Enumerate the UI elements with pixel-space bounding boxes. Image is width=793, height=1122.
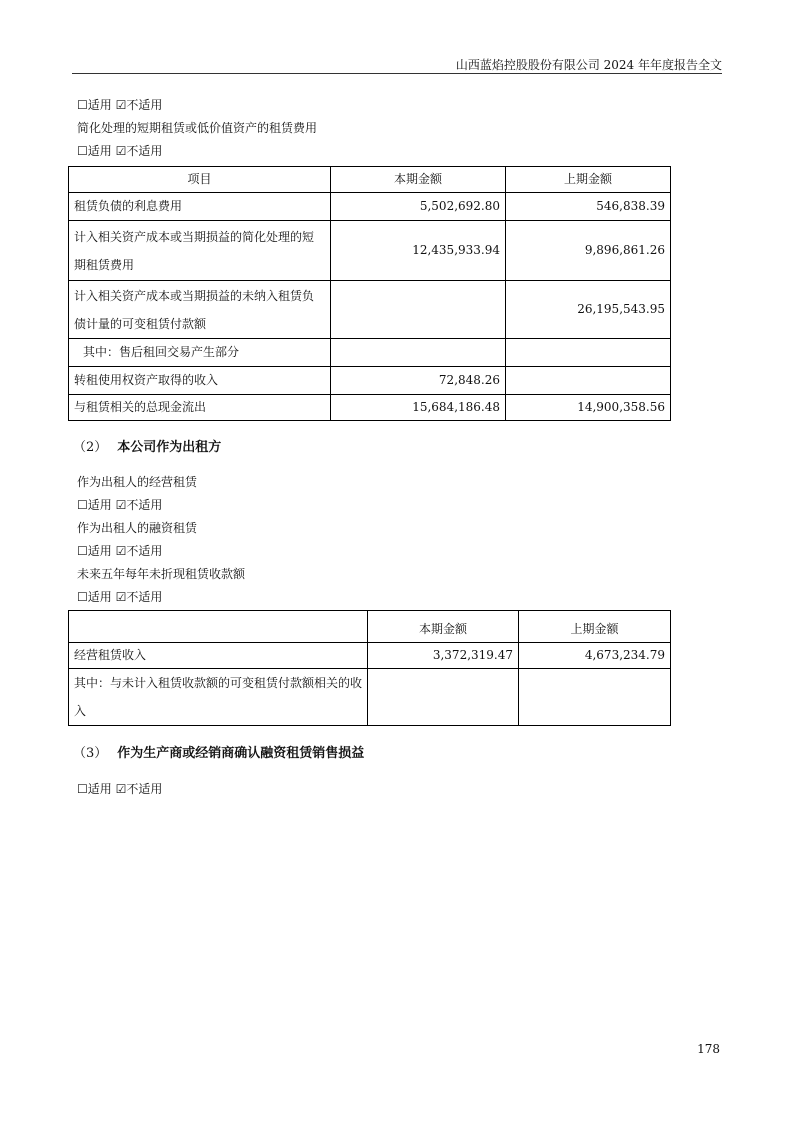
current-amount: 15,684,186.48 (331, 395, 506, 421)
section-heading (73, 436, 221, 455)
row-item: 其中：售后租回交易产生部分 (69, 339, 331, 367)
table-row (69, 339, 671, 367)
lessor-lease-table (68, 610, 671, 726)
previous-amount (519, 669, 671, 726)
current-amount: 72,848.26 (331, 367, 506, 395)
section-title: 本公司作为出租方 (117, 440, 222, 455)
lessee-lease-table (68, 166, 671, 421)
section-heading (73, 742, 364, 761)
column-header: 本期金额 (368, 611, 519, 643)
table-header-row (69, 611, 671, 643)
column-header: 本期金额 (331, 167, 506, 193)
previous-amount: 546,838.39 (506, 193, 671, 221)
finance-lease-label: 作为出租人的融资租赁 (77, 521, 198, 535)
applicability-line: ☐适用 ☑不适用 (77, 544, 163, 558)
table-row (69, 221, 671, 281)
section-title: 作为生产商或经销商确认融资租赁销售损益 (117, 746, 365, 761)
current-amount (331, 339, 506, 367)
column-header: 上期金额 (519, 611, 671, 643)
undiscounted-receipts-label: 未来五年每年未折现租赁收款额 (77, 567, 246, 581)
table-row (69, 669, 671, 726)
previous-amount: 9,896,861.26 (506, 221, 671, 281)
table-row (69, 643, 671, 669)
previous-amount: 4,673,234.79 (519, 643, 671, 669)
column-header: 上期金额 (506, 167, 671, 193)
row-item: 与租赁相关的总现金流出 (69, 395, 331, 421)
table-header-row (69, 167, 671, 193)
current-amount: 12,435,933.94 (331, 221, 506, 281)
row-item: 计入相关资产成本或当期损益的未纳入租赁负债计量的可变租赁付款额 (69, 281, 331, 339)
applicability-line: ☐适用 ☑不适用 (77, 782, 163, 796)
applicability-line: ☐适用 ☑不适用 (77, 144, 163, 158)
row-item: 经营租赁收入 (69, 643, 368, 669)
table-row (69, 367, 671, 395)
current-amount: 5,502,692.80 (331, 193, 506, 221)
table-row (69, 281, 671, 339)
column-header (69, 611, 368, 643)
header-rule (72, 73, 722, 74)
previous-amount (506, 339, 671, 367)
section-number: （2） (73, 440, 108, 455)
short-term-lease-label: 简化处理的短期租赁或低价值资产的租赁费用 (77, 121, 318, 135)
applicability-line: ☐适用 ☑不适用 (77, 98, 163, 112)
table-row (69, 395, 671, 421)
current-amount (331, 281, 506, 339)
applicability-line: ☐适用 ☑不适用 (77, 590, 163, 604)
row-item: 租赁负债的利息费用 (69, 193, 331, 221)
applicability-line: ☐适用 ☑不适用 (77, 498, 163, 512)
document-header: 山西蓝焰控股股份有限公司 2024 年年度报告全文 (455, 58, 722, 72)
current-amount (368, 669, 519, 726)
previous-amount: 14,900,358.56 (506, 395, 671, 421)
row-item: 其中：与未计入租赁收款额的可变租赁付款额相关的收入 (69, 669, 368, 726)
previous-amount (506, 367, 671, 395)
row-item: 转租使用权资产取得的收入 (69, 367, 331, 395)
column-header: 项目 (69, 167, 331, 193)
previous-amount: 26,195,543.95 (506, 281, 671, 339)
section-number: （3） (73, 746, 108, 761)
operating-lease-label: 作为出租人的经营租赁 (77, 475, 198, 489)
page-number: 178 (697, 1042, 720, 1056)
row-item: 计入相关资产成本或当期损益的简化处理的短期租赁费用 (69, 221, 331, 281)
current-amount: 3,372,319.47 (368, 643, 519, 669)
table-row (69, 193, 671, 221)
